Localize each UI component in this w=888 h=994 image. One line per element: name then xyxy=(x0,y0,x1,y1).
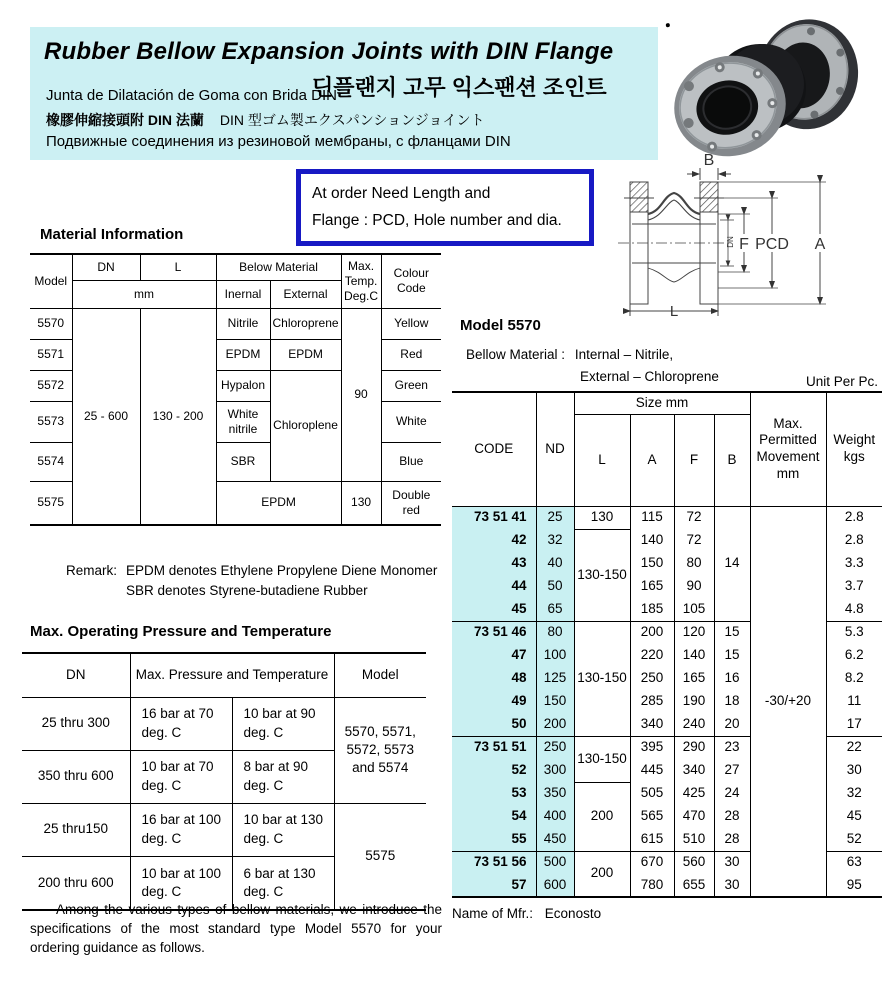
a-cell: 565 xyxy=(630,805,674,828)
nd-cell: 50 xyxy=(536,575,574,598)
internal-cell: Hypalon xyxy=(216,370,270,401)
nd-cell: 600 xyxy=(536,874,574,897)
f-cell: 190 xyxy=(674,690,714,713)
col-code: CODE xyxy=(452,392,536,506)
col-dn: DN xyxy=(72,254,140,280)
dn-cell: 200 thru 600 xyxy=(22,856,130,910)
col-model: Model xyxy=(334,653,426,697)
col-l: L xyxy=(140,254,216,280)
f-cell: 80 xyxy=(674,552,714,575)
internal-cell: EPDM xyxy=(216,339,270,370)
pressure-header-row xyxy=(22,653,426,697)
pressure-table xyxy=(22,652,426,911)
dn-cell: 25 thru 300 xyxy=(22,697,130,750)
a-cell: 140 xyxy=(630,529,674,552)
a-cell: 340 xyxy=(630,713,674,736)
code-cell: 48 xyxy=(452,667,536,690)
epdm-merged-cell: EPDM xyxy=(216,481,341,525)
table-row xyxy=(30,308,441,339)
weight-cell: 32 xyxy=(826,782,882,805)
internal-cell: White nitrile xyxy=(216,401,270,442)
weight-cell: 11 xyxy=(826,690,882,713)
nd-cell: 250 xyxy=(536,736,574,759)
dn-range-cell: 25 - 600 xyxy=(72,308,140,525)
code-cell: 47 xyxy=(452,644,536,667)
nd-cell: 500 xyxy=(536,851,574,874)
a-cell: 615 xyxy=(630,828,674,851)
nd-cell: 40 xyxy=(536,552,574,575)
colour-cell: Red xyxy=(381,339,441,370)
subtitle-chinese: 橡膠伸縮接頭附 DIN 法蘭 xyxy=(46,112,204,128)
manufacturer-line xyxy=(452,906,601,921)
colour-cell: Blue xyxy=(381,442,441,481)
subtitle-spanish: Junta de Dilatación de Goma con Brida DIN xyxy=(46,87,337,104)
b-cell: 30 xyxy=(714,851,750,874)
dim-label-l: L xyxy=(669,303,679,320)
bellow-material-line1 xyxy=(466,344,719,366)
code-cell: 44 xyxy=(452,575,536,598)
temp-cell: 130 xyxy=(341,481,381,525)
col-max-movement: Max. Permitted Movement mm xyxy=(750,392,826,506)
nd-cell: 80 xyxy=(536,621,574,644)
model-cell: 5572 xyxy=(30,370,72,401)
temp-cell: 90 xyxy=(341,308,381,481)
b-cell: 15 xyxy=(714,644,750,667)
col-colour-code: Colour Code xyxy=(381,254,441,308)
l-cell: 130 xyxy=(574,506,630,529)
dim-label-pcd: PCD xyxy=(755,236,789,253)
f-cell: 140 xyxy=(674,644,714,667)
pressure-cell: 10 bar at 130 deg. C xyxy=(232,803,334,856)
material-info-title: Material Information xyxy=(40,226,184,243)
nd-cell: 100 xyxy=(536,644,574,667)
dim-label-f: F xyxy=(739,236,749,253)
pressure-cell: 10 bar at 70 deg. C xyxy=(130,750,232,803)
b-cell: 20 xyxy=(714,713,750,736)
code-cell: 73 51 51 xyxy=(452,736,536,759)
col-mm: mm xyxy=(72,280,216,308)
pressure-cell: 6 bar at 130 deg. C xyxy=(232,856,334,910)
l-range-cell: 130 - 200 xyxy=(140,308,216,525)
expansion-joint-photo-graphic xyxy=(648,14,882,160)
f-cell: 290 xyxy=(674,736,714,759)
subtitle-korean: 딘플랜지 고무 익스팬션 조인트 xyxy=(312,75,607,100)
remark-line1: EPDM denotes Ethylene Propylene Diene Monomer xyxy=(126,563,438,578)
code-cell: 55 xyxy=(452,828,536,851)
model-group-cell: 5570, 5571, 5572, 5573 and 5574 xyxy=(334,697,426,803)
a-cell: 445 xyxy=(630,759,674,782)
colour-cell: Yellow xyxy=(381,308,441,339)
colour-cell: White xyxy=(381,401,441,442)
subtitle-cjk-row xyxy=(46,110,485,130)
model-5570-title: Model 5570 xyxy=(460,317,541,334)
b-cell: 15 xyxy=(714,621,750,644)
intro-paragraph: Among the various types of bellow materials, we introduce the specifications of the most standard type Model 5570 for your ordering guidance as follows. xyxy=(30,902,442,955)
f-cell: 72 xyxy=(674,529,714,552)
remark-block xyxy=(66,561,437,600)
col-size-f: F xyxy=(674,414,714,506)
code-cell: 53 xyxy=(452,782,536,805)
model-cell: 5574 xyxy=(30,442,72,481)
weight-cell: 8.2 xyxy=(826,667,882,690)
weight-cell: 4.8 xyxy=(826,598,882,621)
f-cell: 425 xyxy=(674,782,714,805)
f-cell: 72 xyxy=(674,506,714,529)
a-cell: 200 xyxy=(630,621,674,644)
nd-cell: 150 xyxy=(536,690,574,713)
colour-cell: Double red xyxy=(381,481,441,525)
f-cell: 165 xyxy=(674,667,714,690)
dim-label-a: A xyxy=(814,236,826,253)
nd-cell: 25 xyxy=(536,506,574,529)
external-merged-cell: Chloroplene xyxy=(270,370,341,481)
model-group-cell: 5575 xyxy=(334,803,426,910)
nd-cell: 450 xyxy=(536,828,574,851)
b-cell: 24 xyxy=(714,782,750,805)
code-cell: 73 51 41 xyxy=(452,506,536,529)
a-cell: 185 xyxy=(630,598,674,621)
col-size-mm: Size mm xyxy=(574,392,750,414)
col-size-a: A xyxy=(630,414,674,506)
a-cell: 250 xyxy=(630,667,674,690)
weight-cell: 45 xyxy=(826,805,882,828)
col-weight: Weight kgs xyxy=(826,392,882,506)
dn-cell: 25 thru150 xyxy=(22,803,130,856)
unit-per-pc-label: Unit Per Pc. xyxy=(805,374,878,389)
pressure-cell: 10 bar at 100 deg. C xyxy=(130,856,232,910)
weight-cell: 3.3 xyxy=(826,552,882,575)
weight-cell: 17 xyxy=(826,713,882,736)
a-cell: 670 xyxy=(630,851,674,874)
a-cell: 395 xyxy=(630,736,674,759)
model-cell: 5571 xyxy=(30,339,72,370)
nd-cell: 32 xyxy=(536,529,574,552)
pressure-cell: 16 bar at 100 deg. C xyxy=(130,803,232,856)
dimension-diagram-graphic xyxy=(594,150,886,320)
weight-cell: 52 xyxy=(826,828,882,851)
code-cell: 42 xyxy=(452,529,536,552)
col-pressure-temp: Max. Pressure and Temperature xyxy=(130,653,334,697)
colour-cell: Green xyxy=(381,370,441,401)
b-cell: 23 xyxy=(714,736,750,759)
f-cell: 655 xyxy=(674,874,714,897)
weight-cell: 63 xyxy=(826,851,882,874)
l-merged-cell: 130-150 xyxy=(574,736,630,782)
code-cell: 43 xyxy=(452,552,536,575)
bellow-material-internal: Internal – Nitrile, xyxy=(574,347,674,362)
col-below-material: Below Material xyxy=(216,254,341,280)
a-cell: 505 xyxy=(630,782,674,805)
weight-cell: 6.2 xyxy=(826,644,882,667)
spec-table xyxy=(452,391,882,898)
b-cell: 28 xyxy=(714,805,750,828)
f-cell: 240 xyxy=(674,713,714,736)
dim-label-dn: DN xyxy=(726,236,735,248)
b-cell: 27 xyxy=(714,759,750,782)
b-cell: 30 xyxy=(714,874,750,897)
b-merged-cell: 14 xyxy=(714,506,750,621)
order-note-box xyxy=(296,169,594,246)
f-cell: 120 xyxy=(674,621,714,644)
code-cell: 52 xyxy=(452,759,536,782)
nd-cell: 65 xyxy=(536,598,574,621)
manufacturer-value: Econosto xyxy=(544,906,602,921)
l-merged-cell: 200 xyxy=(574,851,630,897)
material-header-row1 xyxy=(30,254,441,280)
remark-text xyxy=(126,561,437,600)
table-row xyxy=(22,803,426,856)
product-photo xyxy=(648,14,882,165)
l-merged-cell: 200 xyxy=(574,782,630,851)
pressure-title: Max. Operating Pressure and Temperature xyxy=(30,623,332,640)
col-internal: Inernal xyxy=(216,280,270,308)
f-cell: 340 xyxy=(674,759,714,782)
pressure-cell: 8 bar at 90 deg. C xyxy=(232,750,334,803)
code-cell: 54 xyxy=(452,805,536,828)
l-merged-cell: 130-150 xyxy=(574,529,630,621)
a-cell: 220 xyxy=(630,644,674,667)
b-cell: 28 xyxy=(714,828,750,851)
dim-label-b: B xyxy=(703,152,715,169)
spec-header-row1 xyxy=(452,392,882,414)
weight-cell: 30 xyxy=(826,759,882,782)
header-band xyxy=(30,27,658,160)
nd-cell: 350 xyxy=(536,782,574,805)
b-cell: 18 xyxy=(714,690,750,713)
col-model: Model xyxy=(30,254,72,308)
code-cell: 73 51 56 xyxy=(452,851,536,874)
model-cell: 5570 xyxy=(30,308,72,339)
col-external: External xyxy=(270,280,341,308)
material-info-table xyxy=(30,253,441,526)
a-cell: 285 xyxy=(630,690,674,713)
table-row xyxy=(452,506,882,529)
order-note-line2: Flange : PCD, Hole number and dia. xyxy=(312,211,562,229)
l-merged-cell: 130-150 xyxy=(574,621,630,736)
a-cell: 150 xyxy=(630,552,674,575)
bellow-material-label: Bellow Material : xyxy=(466,347,566,362)
order-note-line1: At order Need Length and xyxy=(312,185,491,202)
external-cell: Chloroprene xyxy=(270,308,341,339)
weight-cell: 95 xyxy=(826,874,882,897)
f-cell: 510 xyxy=(674,828,714,851)
weight-cell: 22 xyxy=(826,736,882,759)
internal-cell: SBR xyxy=(216,442,270,481)
col-dn: DN xyxy=(22,653,130,697)
table-row xyxy=(22,697,426,750)
external-cell: EPDM xyxy=(270,339,341,370)
weight-cell: 2.8 xyxy=(826,506,882,529)
page-title: Rubber Bellow Expansion Joints with DIN Flange xyxy=(44,38,614,65)
code-cell: 49 xyxy=(452,690,536,713)
subtitle-russian: Подвижные соединения из резиновой мембраны, с фланцами DIN xyxy=(46,133,511,150)
weight-cell: 2.8 xyxy=(826,529,882,552)
nd-cell: 300 xyxy=(536,759,574,782)
model-cell: 5575 xyxy=(30,481,72,525)
weight-cell: 3.7 xyxy=(826,575,882,598)
remark-label: Remark: xyxy=(66,563,118,578)
weight-cell: 5.3 xyxy=(826,621,882,644)
col-size-b: B xyxy=(714,414,750,506)
model-cell: 5573 xyxy=(30,401,72,442)
remark-line2: SBR denotes Styrene-butadiene Rubber xyxy=(126,582,368,598)
col-max-temp: Max. Temp. Deg.C xyxy=(341,254,381,308)
nd-cell: 400 xyxy=(536,805,574,828)
a-cell: 165 xyxy=(630,575,674,598)
code-cell: 73 51 46 xyxy=(452,621,536,644)
nd-cell: 200 xyxy=(536,713,574,736)
code-cell: 57 xyxy=(452,874,536,897)
code-cell: 50 xyxy=(452,713,536,736)
col-size-l: L xyxy=(574,414,630,506)
internal-cell: Nitrile xyxy=(216,308,270,339)
bellow-material-external: External – Chloroprene xyxy=(580,368,719,384)
f-cell: 105 xyxy=(674,598,714,621)
b-cell: 16 xyxy=(714,667,750,690)
pressure-cell: 10 bar at 90 deg. C xyxy=(232,697,334,750)
f-cell: 560 xyxy=(674,851,714,874)
subtitle-japanese: DIN 型ゴム製エクスパンションジョイント xyxy=(219,112,485,128)
f-cell: 470 xyxy=(674,805,714,828)
technical-drawing xyxy=(594,150,886,325)
nd-cell: 125 xyxy=(536,667,574,690)
a-cell: 115 xyxy=(630,506,674,529)
manufacturer-label: Name of Mfr.: xyxy=(452,906,534,921)
pressure-cell: 16 bar at 70 deg. C xyxy=(130,697,232,750)
f-cell: 90 xyxy=(674,575,714,598)
movement-cell: -30/+20 xyxy=(750,506,826,897)
dn-cell: 350 thru 600 xyxy=(22,750,130,803)
a-cell: 780 xyxy=(630,874,674,897)
code-cell: 45 xyxy=(452,598,536,621)
col-nd: ND xyxy=(536,392,574,506)
